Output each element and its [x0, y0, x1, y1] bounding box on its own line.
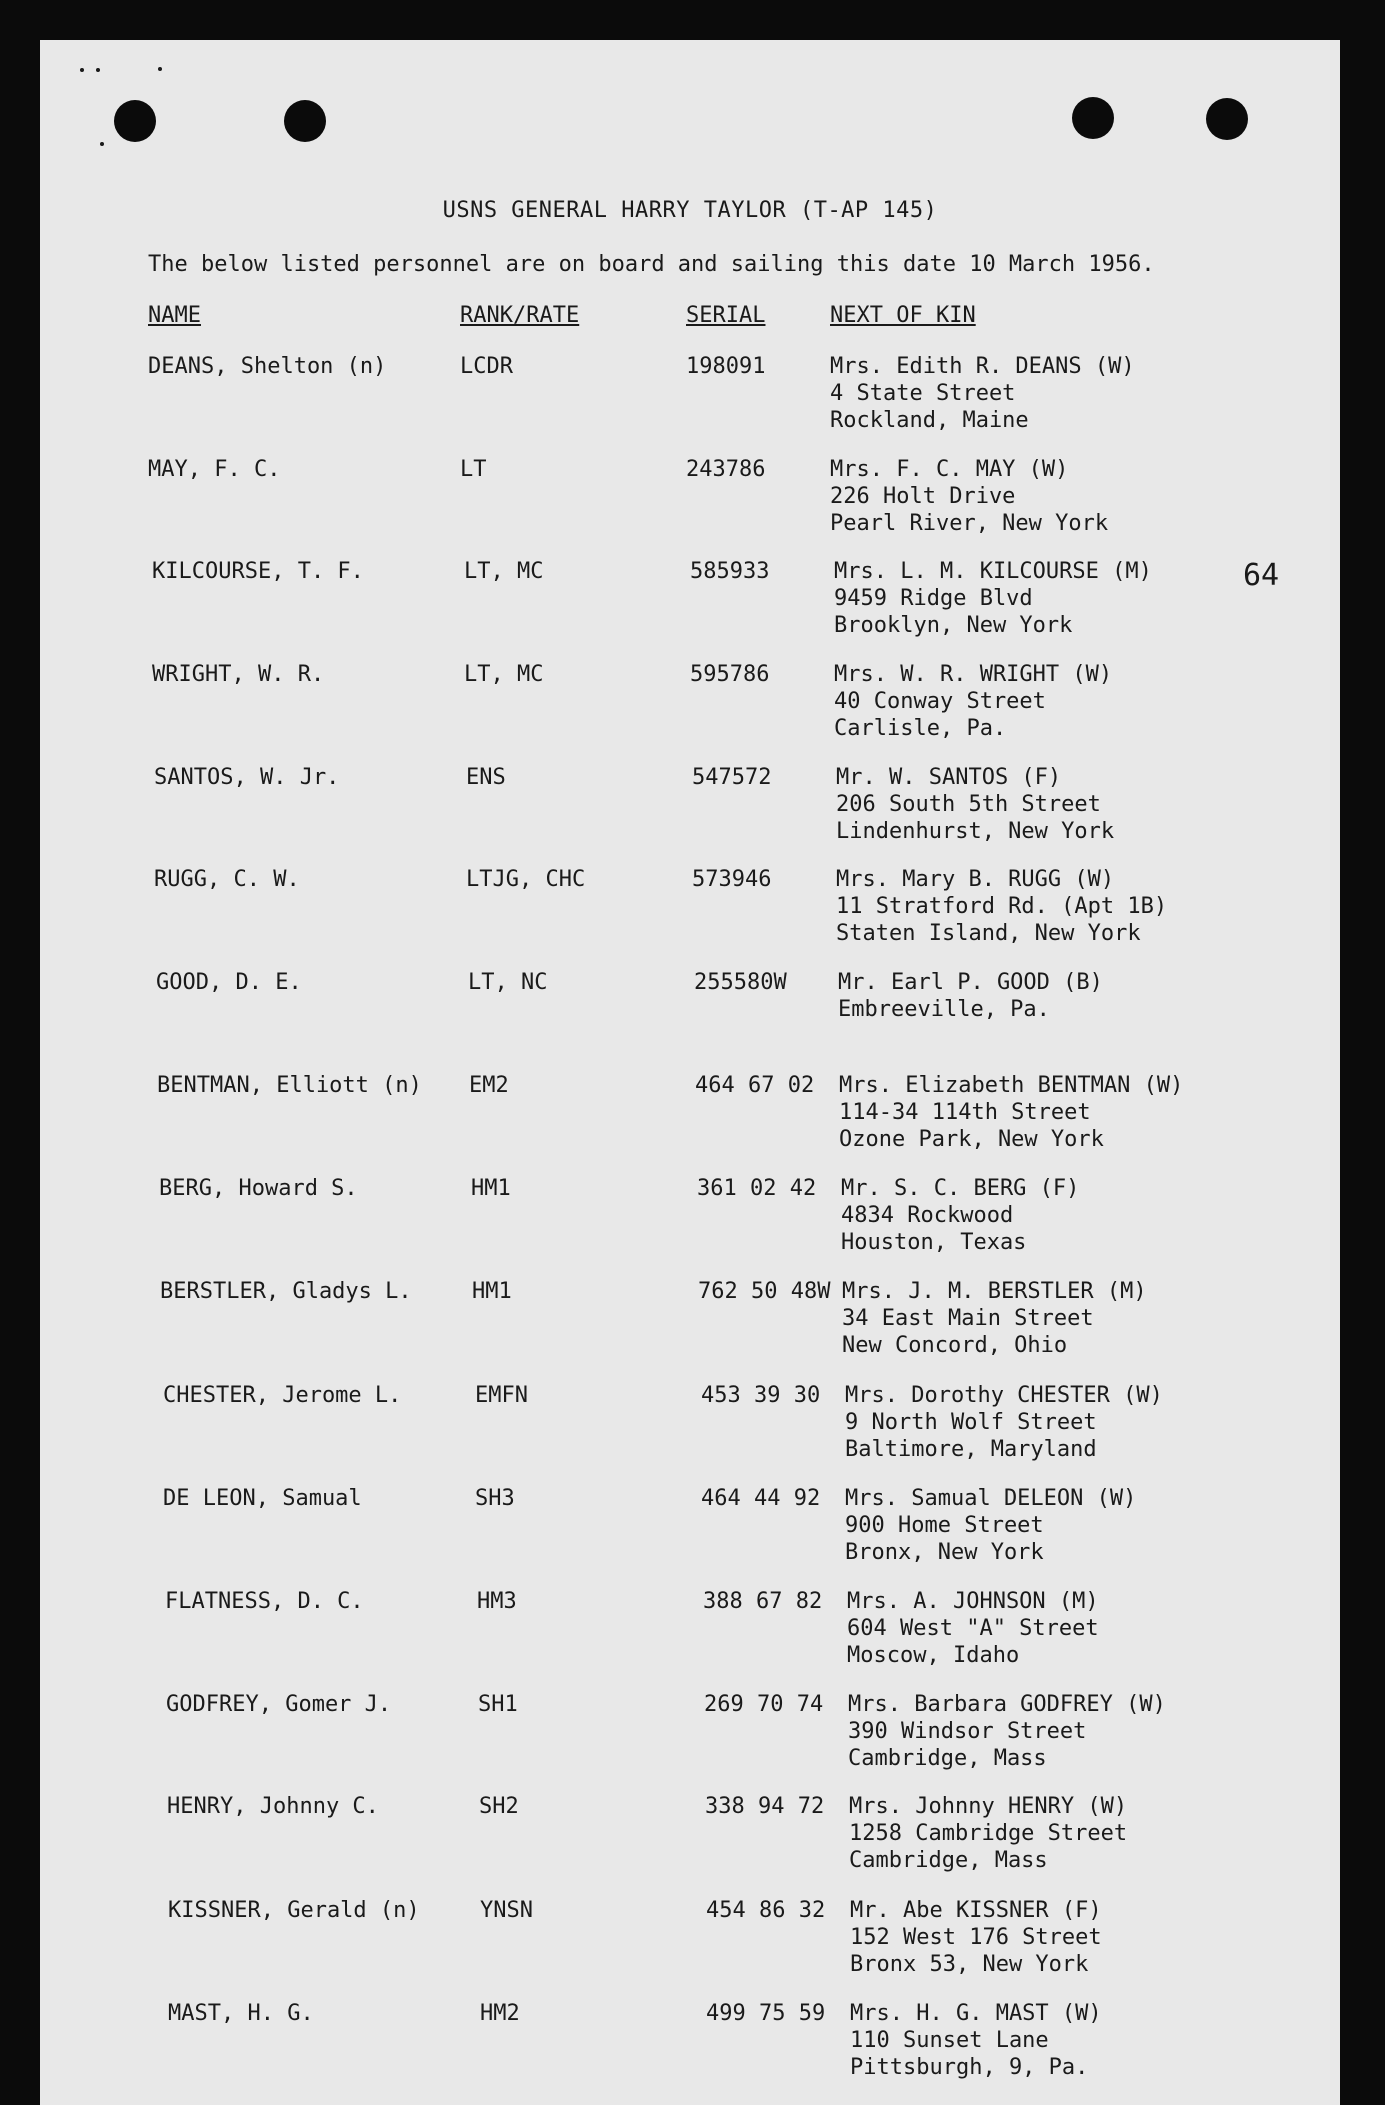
next-of-kin-line: Baltimore, Maryland [845, 1437, 1097, 1462]
column-header-serial: SERIAL [686, 303, 766, 328]
personnel-rank: EMFN [475, 1383, 528, 1408]
personnel-serial: 547572 [692, 765, 772, 790]
next-of-kin-line: Lindenhurst, New York [836, 819, 1115, 844]
next-of-kin-line: Mr. Earl P. GOOD (B) [838, 970, 1103, 995]
personnel-name: KILCOURSE, T. F. [152, 559, 364, 584]
personnel-rank: LT, MC [464, 662, 544, 687]
page-number: 64 [1243, 558, 1280, 593]
next-of-kin-line: Mr. Abe KISSNER (F) [850, 1898, 1102, 1923]
personnel-name: CHESTER, Jerome L. [163, 1383, 402, 1408]
personnel-rank: LT, NC [468, 970, 548, 995]
personnel-name: FLATNESS, D. C. [165, 1589, 364, 1614]
personnel-name: DEANS, Shelton (n) [148, 354, 387, 379]
personnel-name: BENTMAN, Elliott (n) [157, 1073, 422, 1098]
next-of-kin-line: Cambridge, Mass [849, 1848, 1048, 1873]
next-of-kin-line: 114-34 114th Street [839, 1100, 1091, 1125]
next-of-kin [836, 764, 1114, 845]
next-of-kin-line: Rockland, Maine [830, 408, 1029, 433]
next-of-kin-line: Pearl River, New York [830, 511, 1109, 536]
next-of-kin [834, 661, 1112, 742]
next-of-kin-line: Ozone Park, New York [839, 1127, 1104, 1152]
next-of-kin-line: Mrs. Samual DELEON (W) [845, 1486, 1137, 1511]
next-of-kin-line: Cambridge, Mass [848, 1746, 1047, 1771]
personnel-serial: 464 44 92 [701, 1486, 821, 1511]
next-of-kin-line: 390 Windsor Street [848, 1719, 1087, 1744]
personnel-rank: LT [460, 457, 487, 482]
next-of-kin [845, 1485, 1136, 1566]
speck [100, 142, 104, 146]
next-of-kin-line: 1258 Cambridge Street [849, 1821, 1128, 1846]
next-of-kin-line: 34 East Main Street [842, 1306, 1094, 1331]
next-of-kin-line: 40 Conway Street [834, 689, 1046, 714]
next-of-kin-line: Mrs. Elizabeth BENTMAN (W) [839, 1073, 1184, 1098]
next-of-kin-line: Mrs. Johnny HENRY (W) [849, 1794, 1128, 1819]
personnel-name: SANTOS, W. Jr. [154, 765, 340, 790]
document-title: USNS GENERAL HARRY TAYLOR (T-AP 145) [442, 198, 938, 223]
next-of-kin-line: Bronx 53, New York [850, 1952, 1089, 1977]
personnel-serial: 464 67 02 [695, 1073, 815, 1098]
next-of-kin-line: Mrs. Edith R. DEANS (W) [830, 354, 1135, 379]
next-of-kin-line: 9 North Wolf Street [845, 1410, 1097, 1435]
personnel-name: GOOD, D. E. [156, 970, 302, 995]
next-of-kin [842, 1278, 1147, 1359]
next-of-kin-line: 152 West 176 Street [850, 1925, 1102, 1950]
personnel-rank: HM1 [471, 1176, 511, 1201]
personnel-rank: SH2 [479, 1794, 519, 1819]
intro-text: The below listed personnel are on board and sailing this date 10 March 1956. [148, 252, 1155, 277]
next-of-kin [839, 1072, 1183, 1153]
next-of-kin-line: Mrs. A. JOHNSON (M) [847, 1589, 1099, 1614]
personnel-serial: 243786 [686, 457, 766, 482]
next-of-kin [838, 969, 1103, 1023]
next-of-kin [836, 866, 1167, 947]
next-of-kin [850, 2000, 1102, 2081]
speck [96, 68, 100, 72]
personnel-serial: 198091 [686, 354, 766, 379]
personnel-name: WRIGHT, W. R. [152, 662, 325, 687]
personnel-name: RUGG, C. W. [154, 867, 300, 892]
next-of-kin [849, 1793, 1127, 1874]
next-of-kin-line: 4834 Rockwood [841, 1203, 1014, 1228]
next-of-kin-line: Mrs. J. M. BERSTLER (M) [842, 1279, 1147, 1304]
personnel-name: KISSNER, Gerald (n) [168, 1898, 420, 1923]
personnel-serial: 585933 [690, 559, 770, 584]
next-of-kin [834, 558, 1152, 639]
next-of-kin [847, 1588, 1099, 1669]
next-of-kin-line: Mrs. H. G. MAST (W) [850, 2001, 1102, 2026]
personnel-rank: HM1 [472, 1279, 512, 1304]
personnel-serial: 388 67 82 [703, 1589, 823, 1614]
personnel-serial: 361 02 42 [697, 1176, 817, 1201]
personnel-rank: YNSN [480, 1898, 533, 1923]
next-of-kin [850, 1897, 1102, 1978]
personnel-name: BERG, Howard S. [159, 1176, 358, 1201]
next-of-kin-line: 206 South 5th Street [836, 792, 1101, 817]
personnel-name: MAY, F. C. [148, 457, 281, 482]
personnel-rank: HM2 [480, 2001, 520, 2026]
personnel-serial: 762 50 48W [698, 1279, 831, 1304]
personnel-rank: SH1 [478, 1692, 518, 1717]
document-page [40, 40, 1340, 2105]
personnel-name: MAST, H. G. [168, 2001, 314, 2026]
personnel-serial: 338 94 72 [705, 1794, 825, 1819]
next-of-kin-line: 226 Holt Drive [830, 484, 1016, 509]
next-of-kin-line: 9459 Ridge Blvd [834, 586, 1033, 611]
next-of-kin-line: Staten Island, New York [836, 921, 1141, 946]
next-of-kin-line: 604 West "A" Street [847, 1616, 1099, 1641]
personnel-name: BERSTLER, Gladys L. [160, 1279, 412, 1304]
personnel-name: DE LEON, Samual [163, 1486, 362, 1511]
next-of-kin [845, 1382, 1163, 1463]
personnel-name: HENRY, Johnny C. [167, 1794, 379, 1819]
next-of-kin-line: Mr. S. C. BERG (F) [841, 1176, 1080, 1201]
personnel-serial: 499 75 59 [706, 2001, 826, 2026]
next-of-kin-line: 4 State Street [830, 381, 1016, 406]
next-of-kin-line: Brooklyn, New York [834, 613, 1073, 638]
personnel-rank: ENS [466, 765, 506, 790]
next-of-kin-line: Mrs. F. C. MAY (W) [830, 457, 1069, 482]
next-of-kin-line: 110 Sunset Lane [850, 2028, 1049, 2053]
column-header-rank: RANK/RATE [460, 303, 580, 328]
personnel-rank: LCDR [460, 354, 513, 379]
speck [80, 68, 84, 72]
next-of-kin-line: 900 Home Street [845, 1513, 1044, 1538]
personnel-serial: 595786 [690, 662, 770, 687]
next-of-kin-line: Mrs. L. M. KILCOURSE (M) [834, 559, 1152, 584]
next-of-kin-line: 11 Stratford Rd. (Apt 1B) [836, 894, 1168, 919]
next-of-kin [830, 456, 1108, 537]
personnel-rank: LT, MC [464, 559, 544, 584]
next-of-kin-line: Mrs. Barbara GODFREY (W) [848, 1692, 1166, 1717]
next-of-kin-line: Carlisle, Pa. [834, 716, 1007, 741]
next-of-kin-line: Mrs. Dorothy CHESTER (W) [845, 1383, 1163, 1408]
punch-hole [114, 100, 156, 142]
next-of-kin-line: Bronx, New York [845, 1540, 1044, 1565]
next-of-kin-line: Mr. W. SANTOS (F) [836, 765, 1062, 790]
column-header-name: NAME [148, 303, 201, 328]
next-of-kin-line: Mrs. W. R. WRIGHT (W) [834, 662, 1113, 687]
next-of-kin [830, 353, 1135, 434]
next-of-kin-line: Embreeville, Pa. [838, 997, 1050, 1022]
personnel-name: GODFREY, Gomer J. [166, 1692, 392, 1717]
column-header-next-of-kin: NEXT OF KIN [830, 303, 976, 328]
personnel-rank: HM3 [477, 1589, 517, 1614]
personnel-serial: 255580W [694, 970, 787, 995]
next-of-kin-line: New Concord, Ohio [842, 1333, 1068, 1358]
personnel-serial: 454 86 32 [706, 1898, 826, 1923]
punch-hole [284, 100, 326, 142]
personnel-serial: 453 39 30 [701, 1383, 821, 1408]
personnel-serial: 573946 [692, 867, 772, 892]
personnel-serial: 269 70 74 [704, 1692, 824, 1717]
personnel-rank: SH3 [475, 1486, 515, 1511]
next-of-kin-line: Moscow, Idaho [847, 1643, 1020, 1668]
next-of-kin [841, 1175, 1079, 1256]
personnel-rank: EM2 [469, 1073, 509, 1098]
speck [158, 67, 162, 71]
next-of-kin-line: Mrs. Mary B. RUGG (W) [836, 867, 1115, 892]
personnel-rank: LTJG, CHC [466, 867, 586, 892]
next-of-kin-line: Houston, Texas [841, 1230, 1027, 1255]
punch-hole [1206, 98, 1248, 140]
next-of-kin-line: Pittsburgh, 9, Pa. [850, 2055, 1089, 2080]
punch-hole [1072, 97, 1114, 139]
next-of-kin [848, 1691, 1166, 1772]
